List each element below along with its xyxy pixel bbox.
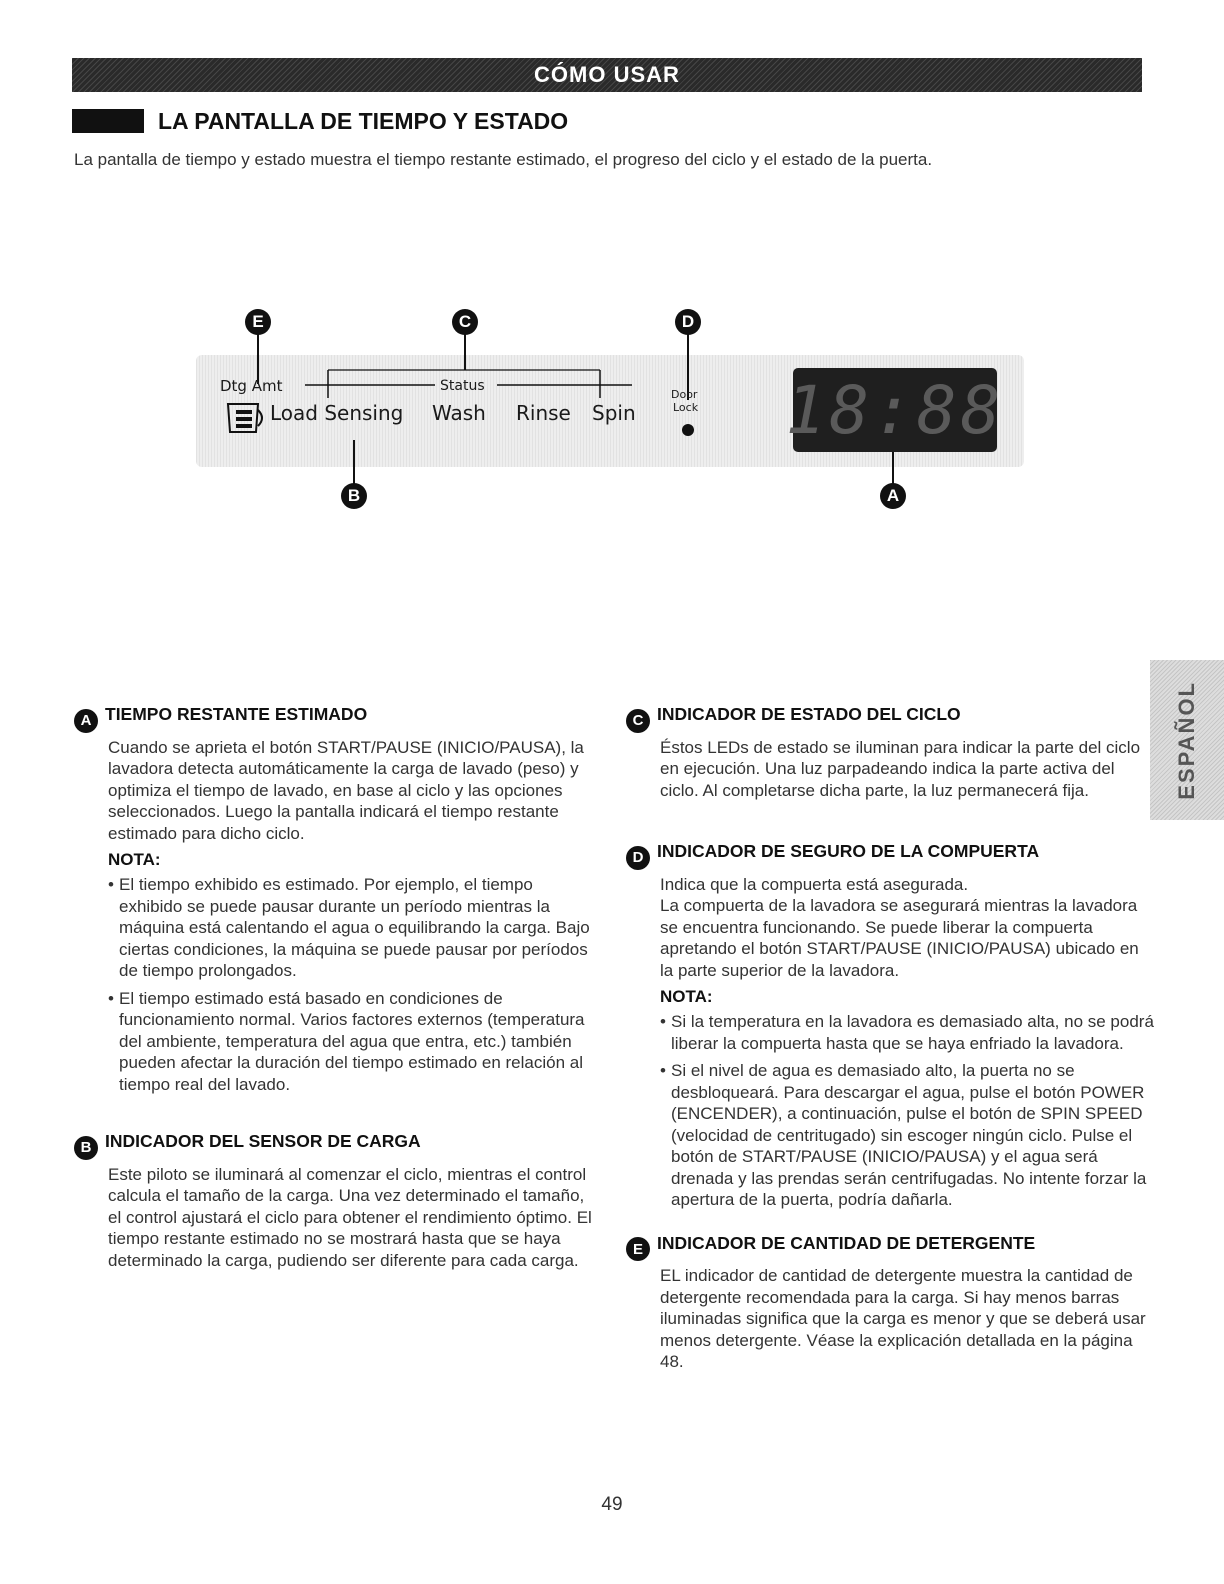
item-c-badge: C (626, 709, 650, 733)
item-a-badge: A (74, 709, 98, 733)
item-b-badge: B (74, 1136, 98, 1160)
item-a (74, 704, 594, 1095)
item-a-nota: NOTA: (108, 850, 161, 869)
lock-label: Lock (673, 401, 699, 414)
detergent-cup-icon (228, 404, 262, 432)
callout-a: A (880, 483, 906, 509)
item-d-title-text: INDICADOR DE SEGURO DE LA COMPUERTA (657, 841, 1040, 861)
door-label: Door (671, 388, 698, 401)
item-e-title (626, 1233, 1154, 1262)
item-d-nota: NOTA: (660, 987, 713, 1006)
item-c (626, 704, 1154, 801)
spin-label: Spin (592, 401, 636, 425)
callout-c: C (452, 309, 478, 335)
item-d (626, 841, 1154, 1211)
item-a-title (74, 704, 594, 733)
list-item: • El tiempo estimado está basado en condiciones de funcionamiento normal. Varios factores externos (temperatura del ambiente, temperatura del agua que entra, etc.) también pueden afectar la duración del tiempo estimado en relación al tiempo real del lavado. (108, 988, 594, 1096)
item-d-body-2: La compuerta de la lavadora se asegurará mientras la lavadora se encuentra funcionando. Se puede liberar la compuerta apretando el botón START/PAUSE (INICIO/PAUSA) ubicado en la parte superior de la lavadora. (660, 896, 1139, 980)
item-e-badge: E (626, 1237, 650, 1261)
language-tab-label: ESPAÑOL (1174, 680, 1199, 800)
item-d-badge: D (626, 846, 650, 870)
callout-e: E (245, 309, 271, 335)
item-e-body: EL indicador de cantidad de detergente muestra la cantidad de detergente recomendada para la carga. Si hay menos barras iluminadas significa que la carga es menor y que se deberá usar menos detergente. Véase la explicación detallada en la página 48. (660, 1266, 1146, 1371)
language-tab (1150, 660, 1224, 820)
status-label: Status (440, 378, 485, 394)
list-item: • Si la temperatura en la lavadora es demasiado alta, no se podrá liberar la compuerta hasta que se haya enfriado la lavadora. (660, 1011, 1154, 1054)
time-display-digits: 18:88 (785, 371, 1005, 449)
callout-d: D (675, 309, 701, 335)
item-d-bullets (660, 1011, 1154, 1211)
item-c-body: Éstos LEDs de estado se iluminan para indicar la parte del ciclo en ejecución. Una luz parpadeando indica la parte activa del ciclo. Al completarse dicha parte, la luz permanecerá fija. (660, 737, 1141, 800)
item-b-title (74, 1131, 594, 1160)
left-column (74, 704, 594, 1271)
intro-paragraph: La pantalla de tiempo y estado muestra el tiempo restante estimado, el progreso del ciclo y el estado de la puerta. (74, 150, 933, 169)
dtg-amt-label: Dtg Amt (220, 377, 283, 395)
right-column (626, 704, 1154, 1373)
wash-label: Wash (432, 401, 486, 425)
item-d-title (626, 841, 1154, 870)
list-item: • El tiempo exhibido es estimado. Por ejemplo, el tiempo exhibido se puede pausar durante un período mientras la máquina está calentando el agua o equilibrando la carga. Bajo ciertas condiciones, la máquina se puede pausar por períodos de tiempo prolongados. (108, 874, 594, 982)
panel-illustration (0, 0, 1224, 600)
item-b-body: Este piloto se iluminará al comenzar el ciclo, mientras el control calcula el tamaño de la carga. Una vez determinado el tamaño, el control ajustará el ciclo para obtener el rendimiento óptimo. El tiempo restante estimado no se mostrará hasta que se haya determinado la carga, pudiendo ser diferente para cada carga. (108, 1164, 592, 1270)
item-a-bullets (108, 874, 594, 1095)
item-a-title-text: TIEMPO RESTANTE ESTIMADO (105, 704, 368, 724)
item-c-title (626, 704, 1154, 733)
page-number: 49 (601, 1494, 623, 1515)
item-c-title-text: INDICADOR DE ESTADO DEL CICLO (657, 704, 961, 724)
item-e-title-text: INDICADOR DE CANTIDAD DE DETERGENTE (657, 1232, 1036, 1253)
item-b-title-text: INDICADOR DEL SENSOR DE CARGA (105, 1131, 421, 1151)
item-a-body: Cuando se aprieta el botón START/PAUSE (INICIO/PAUSA), la lavadora detecta automáticamente la carga de lavado (peso) y optimiza el tiempo de lavado, en base al ciclo y las opciones seleccionados. Luego la pantalla indicará el tiempo restante estimado para dicho ciclo. (108, 737, 584, 843)
callout-b: B (341, 483, 367, 509)
list-item: • Si el nivel de agua es demasiado alto, la puerta no se desbloqueará. Para descargar el agua, pulse el botón POWER (ENCENDER), a continuación, pulse el botón de SPIN SPEED (velocidad de centritugado) sin escoger ningún ciclo. Pulse el botón de START/PAUSE (INICIO/PAUSA) y el agua será drenada y las prendas serán centrifugadas. No intente forzar la apertura de la puerta, podría dañarla. (660, 1060, 1154, 1211)
item-b (74, 1131, 594, 1271)
item-d-body-1: Indica que la compuerta está asegurada. (660, 874, 969, 894)
door-lock-led (682, 424, 694, 436)
item-e (626, 1233, 1154, 1373)
banner-title: CÓMO USAR (534, 62, 680, 87)
rinse-label: Rinse (516, 401, 571, 425)
time-display (785, 368, 1005, 452)
load-sensing-label: Load Sensing (270, 401, 404, 425)
section-title: LA PANTALLA DE TIEMPO Y ESTADO (158, 107, 569, 134)
